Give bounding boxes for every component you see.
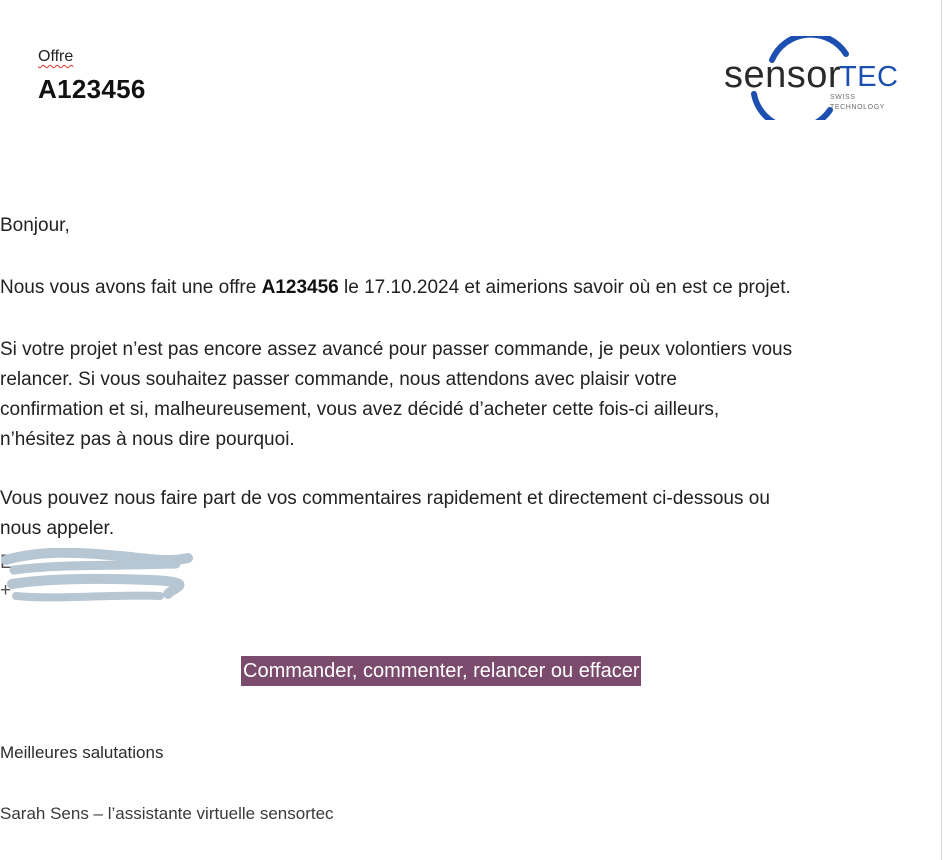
greeting: Bonjour, (0, 215, 70, 236)
closing-line: Meilleures salutations (0, 743, 164, 762)
offer-number: A123456 (38, 74, 146, 104)
logo-tec: TEC (839, 61, 899, 93)
offer-label: Offre (38, 48, 74, 65)
redaction-scribble (0, 548, 196, 604)
paragraph-feedback: Vous pouvez nous faire part de vos commentaires rapidement et directement ci-dessous ou nous appeler. (0, 488, 770, 539)
sensortec-logo (718, 36, 914, 120)
paragraph-followup: Si votre projet n’est pas encore assez avancé pour passer commande, je peux volontiers vous relancer. Si vous souhaitez passer commande, nous attendons avec plaisir votre confirmation et si, malheureusement, vous avez décidé d’acheter cette fois-ci ailleurs, n’hésitez pas à nous dire pourquoi. (0, 339, 793, 450)
redacted-contact (0, 548, 196, 604)
order-comment-button[interactable]: Commander, commenter, relancer ou effacer (241, 656, 641, 686)
page-border (941, 0, 942, 860)
paragraph-offer: Nous vous avons fait une offre A123456 le 17.10.2024 et aimerions savoir où en est ce projet. (0, 277, 791, 298)
offer-number-inline: A123456 (261, 277, 339, 298)
logo-wordmark: sensor (724, 54, 842, 96)
contact-phone: + (0, 580, 12, 601)
contact-name: E (0, 552, 13, 573)
logo-tagline: SWISS TECHNOLOGY (830, 94, 886, 111)
signature: Sarah Sens – l’assistante virtuelle sensortec (0, 804, 334, 823)
